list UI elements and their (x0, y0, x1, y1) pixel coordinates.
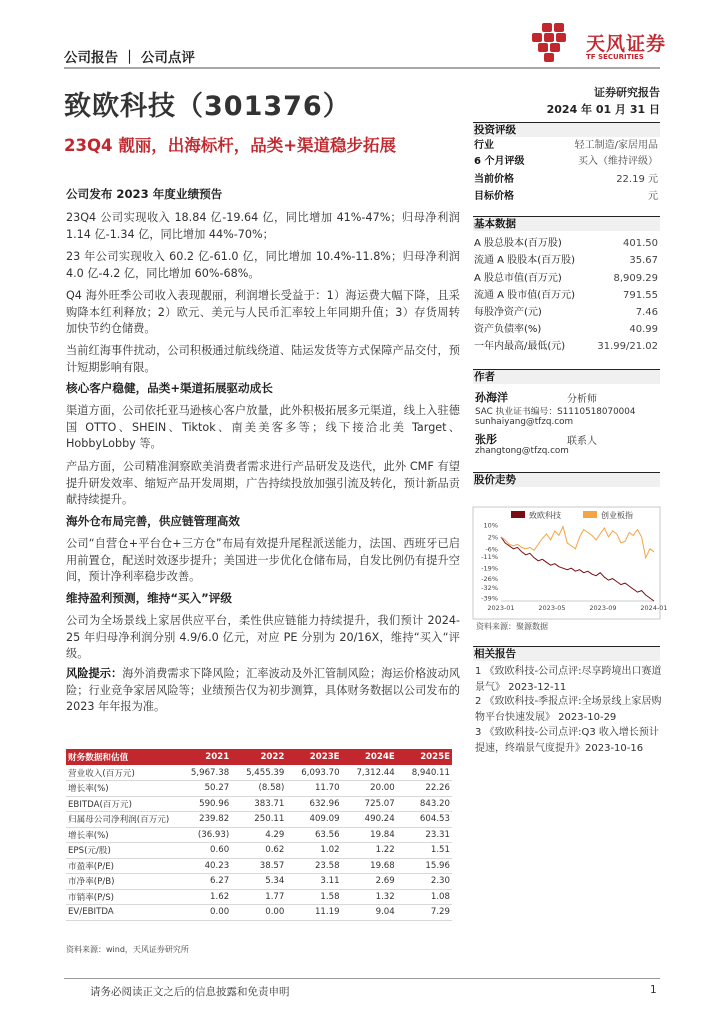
table-cell: 23.58 (286, 858, 341, 874)
table-cell: 15.96 (397, 858, 452, 874)
table-header-cell: 2025E (397, 749, 452, 765)
logo-english: TF SECURITIES (586, 53, 644, 61)
table-cell: 38.57 (231, 858, 286, 874)
section-title-4: 维持盈利预测，维持“买入”评级 (66, 591, 232, 605)
table-header-cell: 2022 (231, 749, 286, 765)
table-cell: 5,455.39 (231, 765, 286, 781)
rating-row: 目标价格 元 (474, 191, 658, 202)
logo-name: 天风证券 (586, 33, 667, 55)
author-email[interactable]: zhangtong@tfzq.com (475, 446, 569, 456)
basic-data-row: 每股净资产(元) 7.46 (474, 307, 658, 318)
table-row (66, 858, 452, 874)
table-cell: 3.11 (286, 874, 341, 890)
chart-source: 资料来源：聚源数据 (476, 622, 548, 631)
risk-label: 风险提示： (66, 667, 123, 680)
related-header: 相关报告 (473, 646, 660, 661)
legend-swatch-1 (511, 511, 525, 518)
legend-swatch-2 (583, 511, 597, 518)
table-cell: 1.51 (397, 843, 452, 859)
table-cell: 2.69 (342, 874, 397, 890)
table-cell: 归属母公司净利润(百万元) (66, 812, 176, 828)
table-cell: 7,312.44 (342, 765, 397, 781)
table-header-cell: 2021 (176, 749, 231, 765)
y-tick-label: -6% (485, 545, 498, 554)
table-cell: 725.07 (342, 796, 397, 812)
chart-header: 股价走势 (473, 472, 660, 487)
table-row (66, 905, 452, 921)
table-cell: EBITDA(百万元) (66, 796, 176, 812)
related-report-link[interactable]: 1 《致欧科技-公司点评:尽享跨境出口赛道景气》 2023-12-11 (475, 666, 662, 693)
basic-data-row: 流通 A 股股本(百万股) 35.67 (474, 255, 658, 266)
basic-data-row: 一年内最高/最低(元) 31.99/21.02 (474, 341, 658, 352)
table-cell: 409.09 (286, 812, 341, 828)
rating-row: 当前价格 22.19 元 (474, 174, 658, 185)
table-row (66, 796, 452, 812)
table-cell: 市净率(P/B) (66, 874, 176, 890)
table-cell: EV/EBITDA (66, 905, 176, 921)
table-cell: 604.53 (397, 812, 452, 828)
table-cell: 632.96 (286, 796, 341, 812)
table-cell: 0.60 (176, 843, 231, 859)
rating-row: 6 个月评级 买入（维持评级） (474, 156, 658, 167)
table-cell: 5.34 (231, 874, 286, 890)
related-report-link[interactable]: 3 《致欧科技-公司点评:Q3 收入增长预计提速，终端景气度提升》2023-10-16 (475, 727, 659, 754)
rating-row: 行业 轻工制造/家居用品 (474, 140, 658, 151)
author-role: 分析师 (567, 394, 597, 405)
y-tick-label: 10% (483, 521, 498, 530)
x-tick-label: 2024-01 (640, 604, 668, 612)
table-cell: 20.00 (342, 781, 397, 797)
report-label: 证券研究报告 (594, 86, 660, 99)
legend-label-2: 创业板指 (601, 511, 633, 520)
basic-data-row: 流通 A 股市值(百万元) 791.55 (474, 290, 658, 301)
report-type: 公司报告 ｜ 公司点评 (64, 50, 195, 66)
table-cell: 1.62 (176, 889, 231, 905)
table-cell: 843.20 (397, 796, 452, 812)
table-cell: 1.77 (231, 889, 286, 905)
author-name: 孙海洋 (475, 391, 508, 404)
page-title: 致欧科技（301376） (64, 91, 351, 122)
y-tick-label: -32% (481, 584, 498, 593)
table-cell: 490.24 (342, 812, 397, 828)
table-row (66, 827, 452, 843)
table-cell: EPS(元/股) (66, 843, 176, 859)
table-row (66, 812, 452, 828)
section-title-1: 公司发布 2023 年度业绩预告 (66, 187, 223, 201)
risk-warning (66, 666, 460, 716)
table-cell: 5,967.38 (176, 765, 231, 781)
table-cell: 6,093.70 (286, 765, 341, 781)
y-tick-label: -11% (481, 552, 498, 561)
logo-mark-icon (532, 23, 566, 62)
table-cell: 11.19 (286, 905, 341, 921)
rating-header: 投资评级 (473, 122, 660, 137)
table-cell: 383.71 (231, 796, 286, 812)
table-source: 资料来源：wind，天风证券研究所 (66, 945, 189, 954)
table-header-cell: 财务数据和估值 (66, 749, 176, 765)
page-number: 1 (650, 984, 657, 996)
table-cell: 2.30 (397, 874, 452, 890)
section-title-2: 核心客户稳健，品类+渠道拓展驱动成长 (66, 381, 273, 395)
table-cell: 63.56 (286, 827, 341, 843)
y-tick-label: 2% (487, 533, 498, 542)
table-cell: 0.00 (176, 905, 231, 921)
table-cell: 增长率(%) (66, 827, 176, 843)
table-cell: 9.04 (342, 905, 397, 921)
report-date: 2024 年 01 月 31 日 (546, 103, 660, 116)
table-cell: 1.58 (286, 889, 341, 905)
table-cell: 市盈率(P/E) (66, 858, 176, 874)
paragraph: 产品方面，公司精准洞察欧美消费者需求进行产品研发及迭代，此外 CMF 有望提升研发效率、缩短产品开发周期，广告持续投放加强引流及转化，预计新品贡献持续提升。 (66, 460, 460, 506)
table-header-cell: 2024E (342, 749, 397, 765)
table-header-cell: 2023E (286, 749, 341, 765)
author-role: 联系人 (567, 436, 597, 447)
table-cell: 250.11 (231, 812, 286, 828)
table-row (66, 781, 452, 797)
paragraph: 渠道方面，公司依托亚马逊核心客户放量，此外积极拓展多元渠道，线上入驻德国 OTTO、SHEIN、Tiktok、南美美客多等；线下接洽北美 Target、HobbyLobby 等。 (66, 404, 460, 450)
y-tick-label: -19% (481, 564, 498, 573)
table-cell: 1.02 (286, 843, 341, 859)
table-cell: 23.31 (397, 827, 452, 843)
table-cell: 239.82 (176, 812, 231, 828)
paragraph: 当前红海事件扰动，公司积极通过航线绕道、陆运发货等方式保障产品交付，预计短期影响有限。 (66, 344, 460, 374)
table-cell: 11.70 (286, 781, 341, 797)
x-tick-label: 2023-01 (487, 604, 515, 612)
headline: 23Q4 靓丽，出海标杆，品类+渠道稳步拓展 (64, 136, 397, 155)
author-email[interactable]: sunhaiyang@tfzq.com (475, 417, 574, 427)
paragraph: Q4 海外旺季公司收入表现靓丽，利润增长受益于：1）海运费大幅下降，且采购降本红利释放；2）欧元、美元与人民币汇率较上年同期升值；3）存货周转加快节约仓储费。 (66, 289, 460, 335)
table-cell: 1.22 (342, 843, 397, 859)
paragraph: 公司为全场景线上家居供应平台，柔性供应链能力持续提升，我们预计 2024-25 年归母净利润分别 4.9/6.0 亿元，对应 PE 分别为 20/16X，维持“买入“评级。 (66, 614, 460, 660)
table-cell: 4.29 (231, 827, 286, 843)
table-cell: (8.58) (231, 781, 286, 797)
table-row (66, 874, 452, 890)
table-cell: 1.08 (397, 889, 452, 905)
table-cell: 6.27 (176, 874, 231, 890)
paragraph: 公司“自营仓+平台仓+三方仓”布局有效提升尾程派送能力，法国、西班牙已启用前置仓，配送时效逐步提升；美国进一步优化仓储布局，自发比例仍有提升空间，预计净利率稳步改善。 (66, 537, 460, 583)
financial-table (66, 749, 452, 921)
table-row (66, 889, 452, 905)
table-cell: 50.27 (176, 781, 231, 797)
author-name: 张彤 (475, 433, 497, 446)
basic-data-row: A 股总市值(百万元) 8,909.29 (474, 273, 658, 284)
stock-price-chart (473, 507, 668, 619)
authors-header: 作者 (473, 369, 660, 384)
table-cell: (36.93) (176, 827, 231, 843)
risk-text: 海外消费需求下降风险；汇率波动及外汇管制风险；海运价格波动风险；行业竞争家居风险等；业绩预告仅为初步测算，具体财务数据以公司发布的 2023 年年报为准。 (66, 667, 460, 713)
basic-data-row: A 股总股本(百万股) 401.50 (474, 238, 658, 249)
legend-label-1: 致欧科技 (529, 511, 561, 520)
table-cell: 590.96 (176, 796, 231, 812)
table-cell: 增长率(%) (66, 781, 176, 797)
x-tick-label: 2023-09 (589, 604, 617, 612)
table-cell: 8,940.11 (397, 765, 452, 781)
table-row (66, 843, 452, 859)
y-tick-label: -26% (481, 575, 498, 584)
table-cell: 1.32 (342, 889, 397, 905)
x-tick-label: 2023-05 (538, 604, 566, 612)
table-cell: 市销率(P/S) (66, 889, 176, 905)
table-cell: 营业收入(百万元) (66, 765, 176, 781)
footer-divider (64, 978, 660, 979)
table-cell: 40.23 (176, 858, 231, 874)
section-title-3: 海外仓布局完善，供应链管理高效 (66, 514, 240, 528)
table-cell: 7.29 (397, 905, 452, 921)
author-cert: SAC 执业证书编号：S1110518070004 (475, 407, 636, 417)
paragraph: 23 年公司实现收入 60.2 亿-61.0 亿，同比增加 10.4%-11.8%；归母净利润 4.0 亿-4.2 亿，同比增加 60%-68%。 (66, 250, 460, 280)
y-tick-label: -39% (481, 594, 498, 603)
table-row (66, 765, 452, 781)
table-cell: 0.62 (231, 843, 286, 859)
basic-data-row: 资产负债率(%) 40.99 (474, 324, 658, 335)
paragraph: 23Q4 公司实现收入 18.84 亿-19.64 亿，同比增加 41%-47%；归母净利润 1.14 亿-1.34 亿，同比增加 44%-70%； (66, 211, 460, 241)
header-divider (64, 67, 660, 69)
table-cell: 19.84 (342, 827, 397, 843)
table-cell: 19.68 (342, 858, 397, 874)
related-report-link[interactable]: 2 《致欧科技-季报点评:全场景线上家居购物平台快速发展》 2023-10-29 (475, 696, 662, 723)
footer-disclaimer: 请务必阅读正文之后的信息披露和免责申明 (90, 986, 290, 998)
table-cell: 0.00 (231, 905, 286, 921)
basic-data-header: 基本数据 (473, 216, 660, 231)
table-cell: 22.26 (397, 781, 452, 797)
